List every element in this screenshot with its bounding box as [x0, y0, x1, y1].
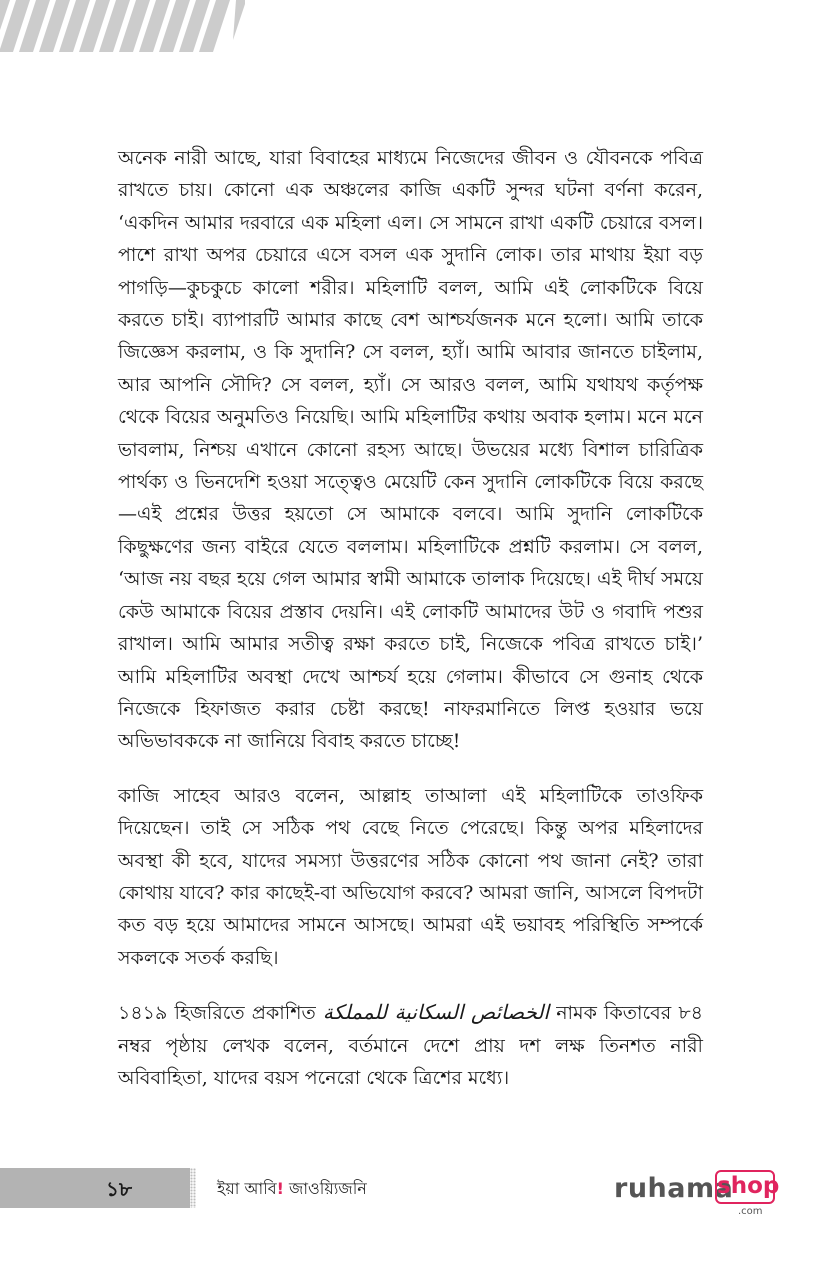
book-title-excl: ! — [276, 1179, 284, 1198]
page-number: ১৮ — [106, 1177, 132, 1201]
book-title-rest: জাওয়্যিজনি — [283, 1179, 367, 1198]
footer-dots-decoration — [190, 1168, 196, 1208]
paragraph-3 — [118, 996, 703, 1094]
body-text — [118, 142, 703, 1094]
paragraph-2: কাজি সাহেব আরও বলেন, আল্লাহ তাআলা এই মহিলাটিকে তাওফিক দিয়েছেন। তাই সে সঠিক পথ বেছে নিতে পেরেছে। কিন্তু অপর মহিলাদের অবস্থা কী হবে, যাদের সমস্যা উত্তরণের সঠিক কোনো পথ জানা নেই? তারা কোথায় যাবে? কার কাছেই-বা অভিযোগ করবে? আমরা জানি, আসলে বিপদটা কত বড় হয়ে আমাদের সামনে আসছে। আমরা এই ভয়াবহ পরিস্থিতি সম্পর্কে সকলকে সতর্ক করছি। — [118, 784, 703, 969]
logo-shop-badge: shop — [715, 1170, 775, 1204]
book-title-main: ইয়া আবি — [217, 1179, 277, 1198]
logo-ruhama-text: ruhama — [614, 1173, 734, 1204]
header-stripes-decoration — [0, 0, 245, 52]
paragraph-3-after: নামক কিতাবের ৮৪ নম্বর পৃষ্ঠায় লেখক বলেন, বর্তমানে দেশে প্রায় দশ লক্ষ তিনশত নারী অবিবাহিতা, যাদের বয়স পনেরো থেকে ত্রিশের মধ্যে। — [118, 1002, 704, 1089]
book-title — [217, 1176, 367, 1203]
arabic-book-title: الخصائص السكانية للمملكة — [322, 1000, 550, 1025]
paragraph-1: অনেক নারী আছে, যারা বিবাহের মাধ্যমে নিজেদের জীবন ও যৌবনকে পবিত্র রাখতে চায়। কোনো এক অঞ্চলের কাজি একটি সুন্দর ঘটনা বর্ণনা করেন, ‘একদিন আমার দরবারে এক মহিলা এল। সে সামনে রাখা একটি চেয়ারে বসল। পাশে রাখা অপর চেয়ারে এসে বসল এক সুদানি লোক। তার মাথায় ইয়া বড় পাগড়ি—কুচকুচে কালো শরীর। মহিলাটি বলল, আমি এই লোকটিকে বিয়ে করতে চাই। ব্যাপারটি আমার কাছে বেশ আশ্চর্যজনক মনে হলো। আমি তাকে জিজ্ঞেস করলাম, ও কি সুদানি? সে বলল, হ্যাঁ। আমি আবার জানতে চাইলাম, আর আপনি সৌদি? সে বলল, হ্যাঁ। সে আরও বলল, আমি যথাযথ কর্তৃপক্ষ থেকে বিয়ের অনুমতিও নিয়েছি। আমি মহিলাটির কথায় অবাক হলাম। মনে মনে ভাবলাম, নিশ্চয় এখানে কোনো রহস্য আছে। উভয়ের মধ্যে বিশাল চারিত্রিক পার্থক্য ও ভিনদেশি হওয়া সত্ত্বেও মেয়েটি কেন সুদানি লোকটিকে বিয়ে করছে—এই প্রশ্নের উত্তর হয়তো সে আমাকে বলবে। আমি সুদানি লোকটিকে কিছুক্ষণের জন্য বাইরে যেতে বললাম। মহিলাটিকে প্রশ্নটি করলাম। সে বলল, ‘আজ নয় বছর হয়ে গেল আমার স্বামী আমাকে তালাক দিয়েছে। এই দীর্ঘ সময়ে কেউ আমাকে বিয়ের প্রস্তাব দেয়নি। এই লোকটি আমাদের উট ও গবাদি পশুর রাখাল। আমি আমার সতীত্ব রক্ষা করতে চাই, নিজেকে পবিত্র রাখতে চাই।’ আমি মহিলাটির অবস্থা দেখে আশ্চর্য হয়ে গেলাম। কীভাবে সে গুনাহ থেকে নিজেকে হিফাজত করার চেষ্টা করছে! নাফরমানিতে লিপ্ত হওয়ার ভয়ে অভিভাবককে না জানিয়ে বিবাহ করতে চাচ্ছে! — [118, 147, 703, 753]
footer-page-bar — [0, 1168, 190, 1208]
logo-com-text: .com — [738, 1206, 763, 1217]
paragraph-3-before: ১৪১৯ হিজরিতে প্রকাশিত — [118, 1002, 323, 1025]
